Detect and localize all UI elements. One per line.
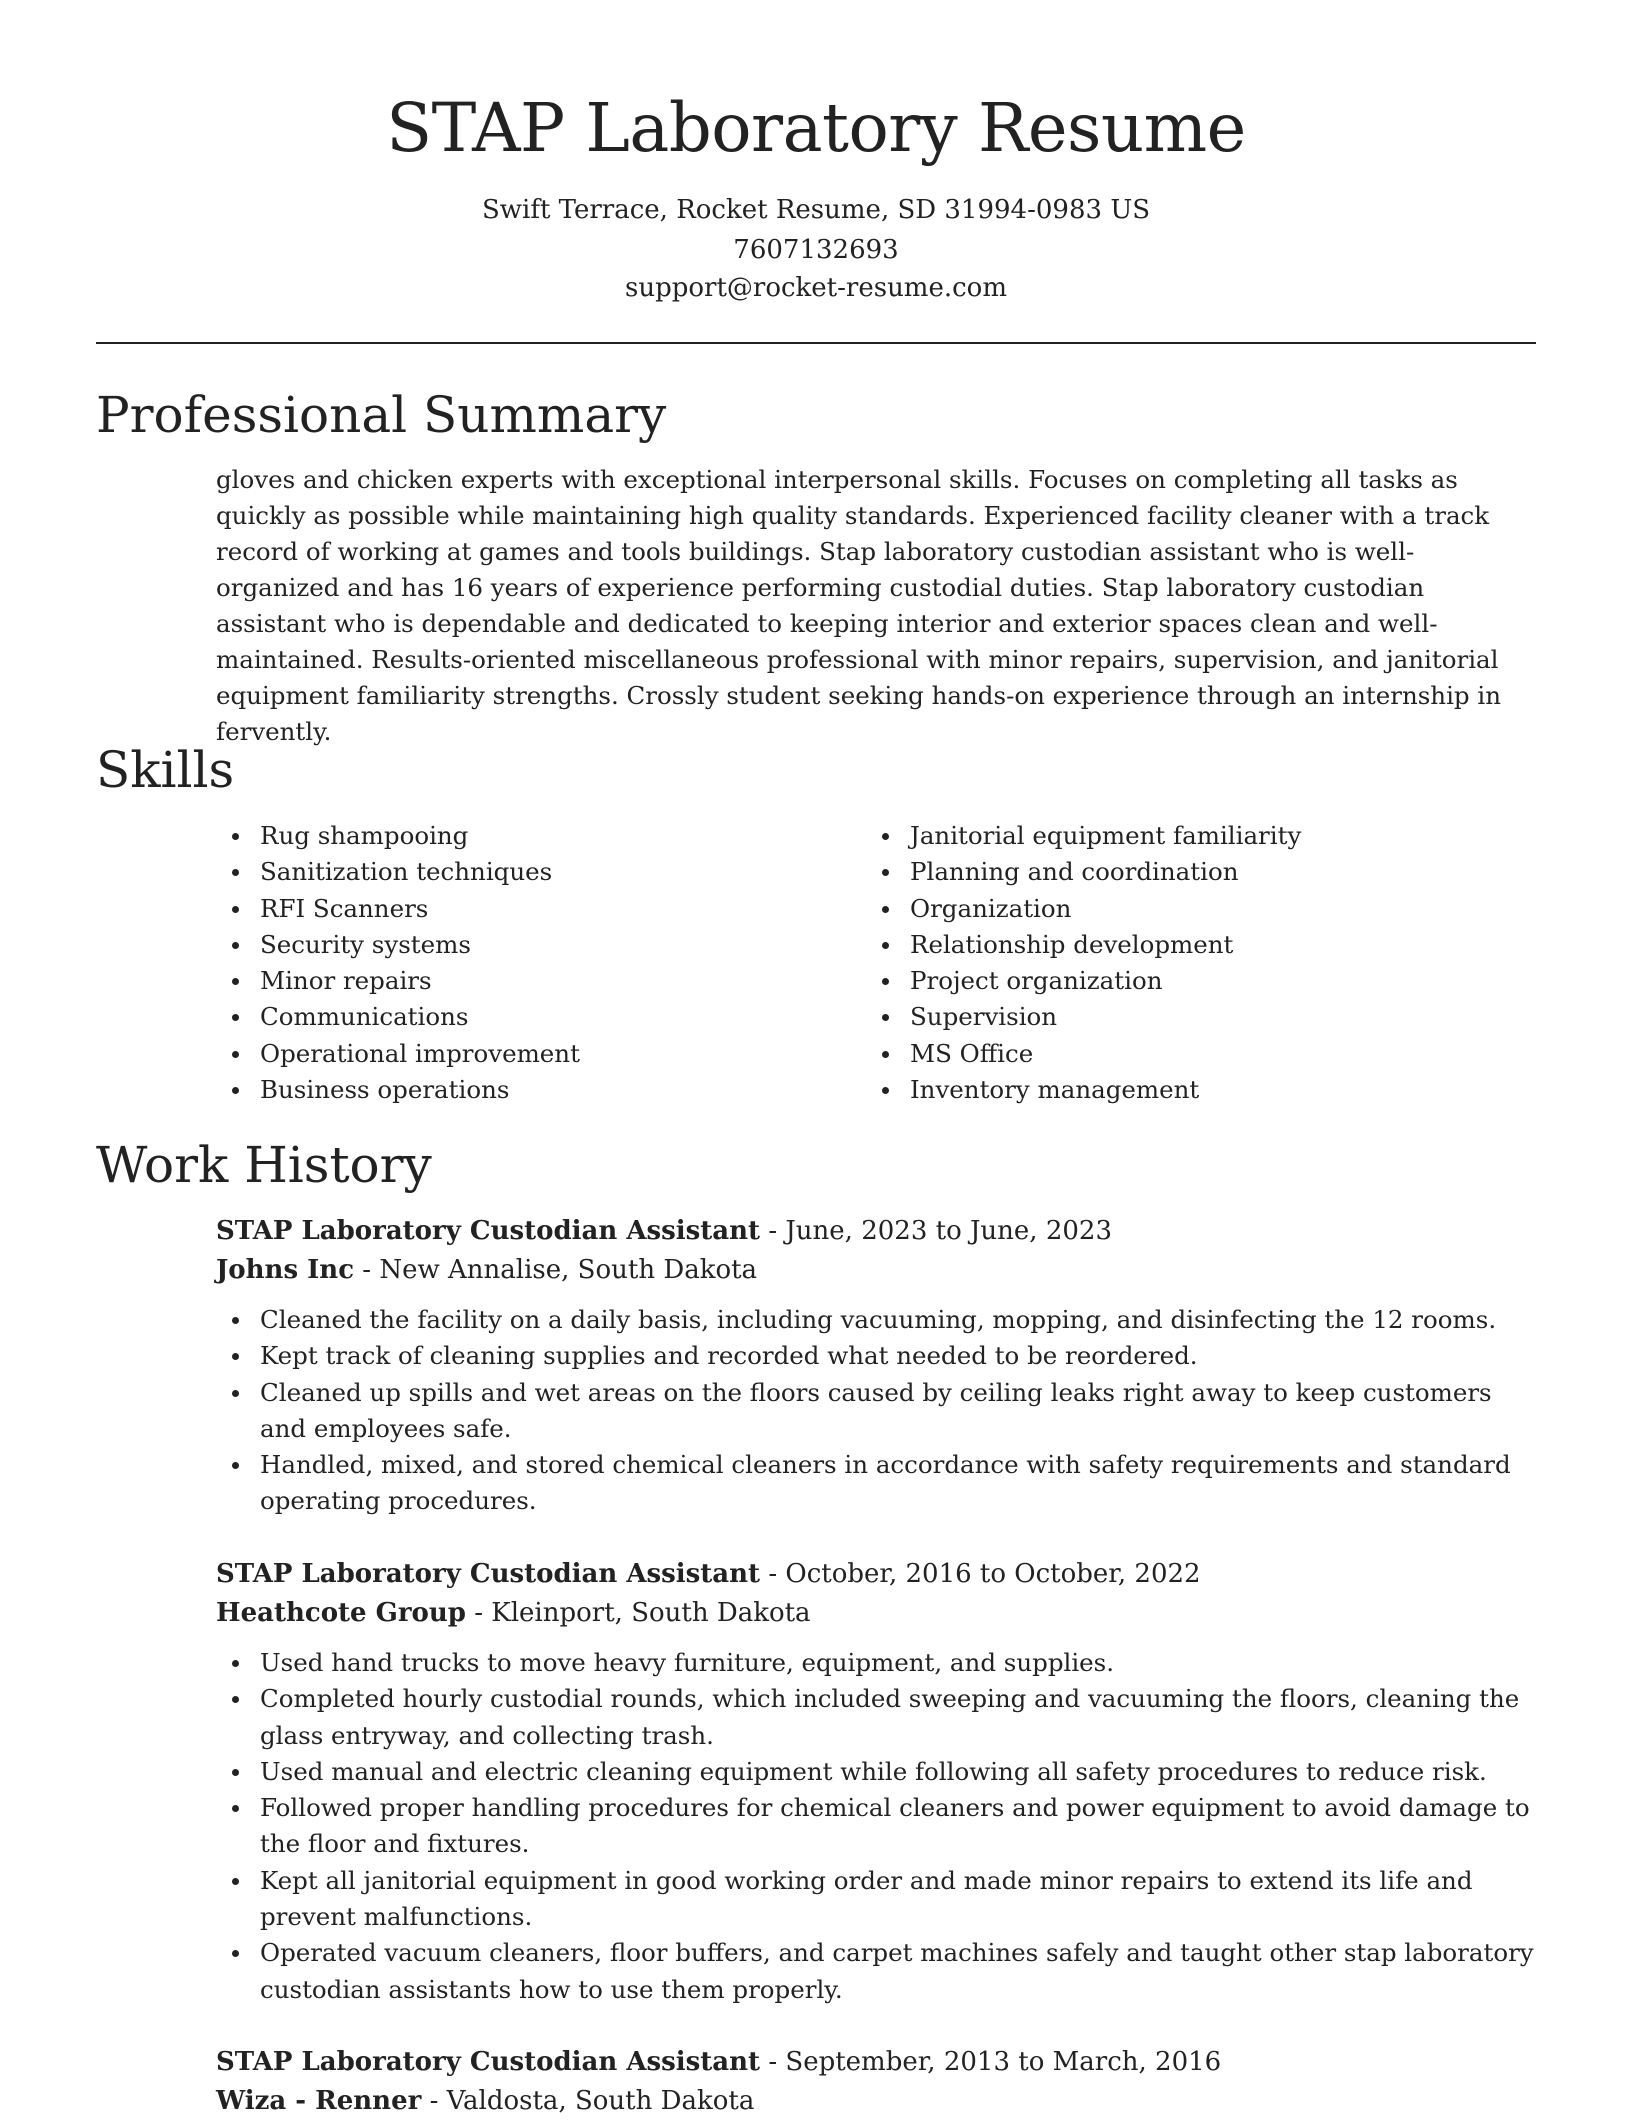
skill-item: Planning and coordination — [866, 854, 1536, 890]
skill-item: MS Office — [866, 1036, 1536, 1072]
job-bullet: Cleaned up spills and wet areas on the floors caused by ceiling leaks right away to keep customers and employees safe. — [216, 1375, 1536, 1448]
skill-item: Communications — [216, 999, 856, 1035]
job-company: Heathcote Group — [216, 1598, 466, 1628]
skill-item: Organization — [866, 891, 1536, 927]
skill-item: Supervision — [866, 999, 1536, 1035]
skill-item: RFI Scanners — [216, 891, 856, 927]
header-divider — [96, 342, 1536, 344]
job-bullet: Used manual and electric cleaning equipment while following all safety procedures to reduce risk. — [216, 1754, 1536, 1790]
job-bullets — [216, 1645, 1536, 2008]
job-dates: - October, 2016 to October, 2022 — [760, 1559, 1201, 1589]
job-company: Johns Inc — [216, 1255, 355, 1285]
skill-item: Operational improvement — [216, 1036, 856, 1072]
skill-item: Relationship development — [866, 927, 1536, 963]
job-entry — [216, 1555, 1536, 2008]
job-entry — [216, 1212, 1536, 1520]
job-company: Wiza - Renner — [216, 2086, 422, 2116]
skill-item: Security systems — [216, 927, 856, 963]
section-title-skills: Skills — [96, 741, 235, 799]
section-title-summary: Professional Summary — [96, 386, 667, 444]
job-bullet: Kept all janitorial equipment in good working order and made minor repairs to extend its life and prevent malfunctions. — [216, 1863, 1536, 1936]
job-company-line — [216, 1251, 1536, 1290]
resume-name: STAP Laboratory Resume — [386, 89, 1246, 167]
job-bullet: Used hand trucks to move heavy furniture, equipment, and supplies. — [216, 1645, 1536, 1681]
job-entry — [216, 2043, 1536, 2121]
job-title-line — [216, 2043, 1536, 2082]
job-position: STAP Laboratory Custodian Assistant — [216, 1559, 761, 1589]
job-company-line — [216, 1594, 1536, 1633]
job-company-line — [216, 2082, 1536, 2121]
job-dates: - June, 2023 to June, 2023 — [760, 1216, 1113, 1246]
job-position: STAP Laboratory Custodian Assistant — [216, 1216, 761, 1246]
contact-phone: 7607132693 — [733, 235, 899, 265]
job-position: STAP Laboratory Custodian Assistant — [216, 2047, 761, 2077]
skill-item: Project organization — [866, 963, 1536, 999]
skill-item: Inventory management — [866, 1072, 1536, 1108]
skill-item: Rug shampooing — [216, 818, 856, 854]
job-bullet: Handled, mixed, and stored chemical cleaners in accordance with safety requirements and standard operating procedures. — [216, 1447, 1536, 1520]
contact-address: Swift Terrace, Rocket Resume, SD 31994-0983 US — [481, 195, 1151, 225]
skill-item: Minor repairs — [216, 963, 856, 999]
skills-list-left — [216, 818, 856, 1108]
job-bullet: Cleaned the facility on a daily basis, including vacuuming, mopping, and disinfecting the 12 rooms. — [216, 1302, 1536, 1338]
job-dates: - September, 2013 to March, 2016 — [760, 2047, 1222, 2077]
contact-email: support@rocket-resume.com — [624, 273, 1007, 303]
job-location: - Valdosta, South Dakota — [421, 2086, 755, 2116]
skill-item: Sanitization techniques — [216, 854, 856, 890]
job-location: - Kleinport, South Dakota — [465, 1598, 811, 1628]
summary-text: gloves and chicken experts with exceptional interpersonal skills. Focuses on completing all tasks as quickly as possible while maintaining high quality standards. Experienced facility cleaner with a track record of working at games and tools buildings. Stap laboratory custodian assistant who is well-organized and has 16 years of experience performing custodial duties. Stap laboratory custodian assistant who is dependable and dedicated to keeping interior and exterior spaces clean and well-maintained. Results-oriented miscellaneous professional with minor repairs, supervision, and janitorial equipment familiarity strengths. Crossly student seeking hands-on experience through an internship in fervently. — [216, 465, 1502, 746]
job-bullet: Kept track of cleaning supplies and recorded what needed to be reordered. — [216, 1338, 1536, 1374]
job-bullets — [216, 1302, 1536, 1520]
skills-list-right — [866, 818, 1536, 1108]
job-bullet: Operated vacuum cleaners, floor buffers, and carpet machines safely and taught other stap laboratory custodian assistants how to use them properly. — [216, 1935, 1536, 2008]
job-title-line — [216, 1212, 1536, 1251]
job-title-line — [216, 1555, 1536, 1594]
job-bullet: Completed hourly custodial rounds, which included sweeping and vacuuming the floors, cleaning the glass entryway, and collecting trash. — [216, 1681, 1536, 1754]
section-title-work-history: Work History — [96, 1136, 432, 1194]
skill-item: Business operations — [216, 1072, 856, 1108]
job-location: - New Annalise, South Dakota — [354, 1255, 758, 1285]
skill-item: Janitorial equipment familiarity — [866, 818, 1536, 854]
job-bullet: Followed proper handling procedures for chemical cleaners and power equipment to avoid damage to the floor and fixtures. — [216, 1790, 1536, 1863]
